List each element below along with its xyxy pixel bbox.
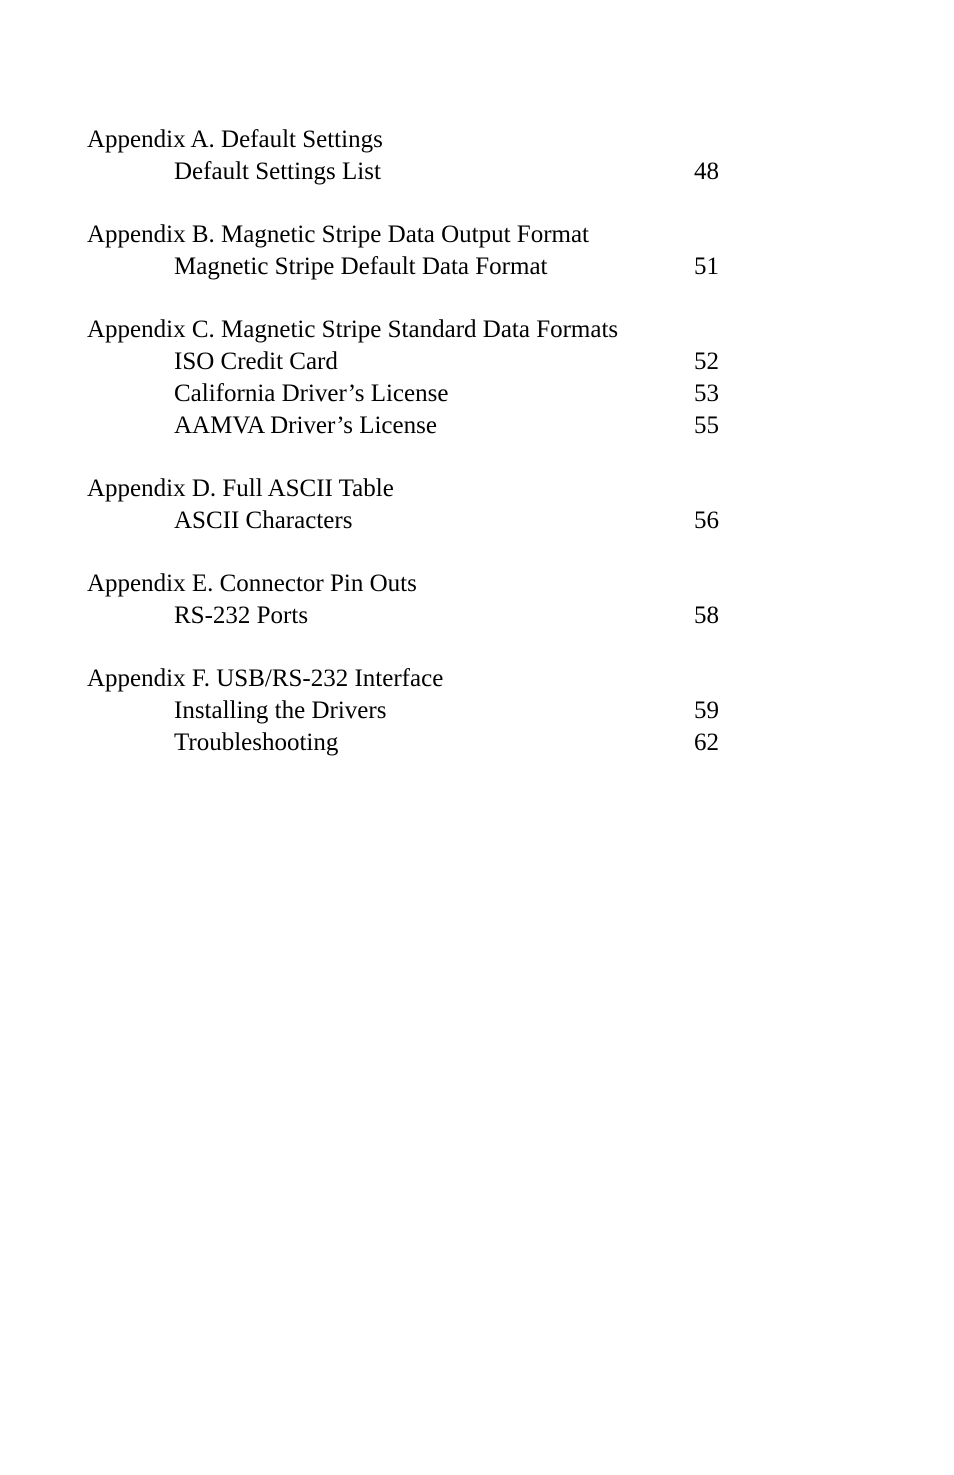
section-title: Appendix E. Connector Pin Outs bbox=[87, 570, 417, 597]
entry-label: ISO Credit Card bbox=[174, 348, 338, 375]
toc-entry[interactable] bbox=[87, 727, 727, 759]
entry-label: AAMVA Driver’s License bbox=[174, 412, 437, 439]
toc-entry[interactable] bbox=[87, 505, 727, 537]
toc-section-appendix-e bbox=[87, 568, 727, 632]
section-title: Appendix B. Magnetic Stripe Data Output Format bbox=[87, 221, 590, 248]
entry-page-number: 59 bbox=[694, 697, 719, 724]
toc-entry[interactable] bbox=[87, 600, 727, 632]
toc-section-appendix-d bbox=[87, 473, 727, 537]
entry-label: ASCII Characters bbox=[174, 507, 353, 534]
entry-label: Troubleshooting bbox=[174, 729, 339, 756]
table-of-contents bbox=[87, 124, 727, 790]
section-title: Appendix A. Default Settings bbox=[87, 126, 383, 153]
toc-entry[interactable] bbox=[87, 378, 727, 410]
toc-section-appendix-c bbox=[87, 314, 727, 442]
section-title: Appendix F. USB/RS-232 Interface bbox=[87, 665, 444, 692]
toc-entry[interactable] bbox=[87, 695, 727, 727]
entry-page-number: 53 bbox=[694, 380, 719, 407]
entry-label: Installing the Drivers bbox=[174, 697, 387, 724]
entry-label: California Driver’s License bbox=[174, 380, 449, 407]
entry-label: RS-232 Ports bbox=[174, 602, 309, 629]
entry-page-number: 62 bbox=[694, 729, 719, 756]
entry-label: Magnetic Stripe Default Data Format bbox=[174, 253, 548, 280]
section-title: Appendix D. Full ASCII Table bbox=[87, 475, 394, 502]
toc-entry[interactable] bbox=[87, 410, 727, 442]
entry-page-number: 56 bbox=[694, 507, 719, 534]
entry-page-number: 51 bbox=[694, 253, 719, 280]
entry-page-number: 48 bbox=[694, 158, 719, 185]
entry-label: Default Settings List bbox=[174, 158, 381, 185]
toc-entry[interactable] bbox=[87, 156, 727, 188]
entry-page-number: 58 bbox=[694, 602, 719, 629]
toc-entry[interactable] bbox=[87, 251, 727, 283]
section-title: Appendix C. Magnetic Stripe Standard Data Formats bbox=[87, 316, 619, 343]
toc-entry[interactable] bbox=[87, 346, 727, 378]
toc-section-appendix-f bbox=[87, 663, 727, 759]
entry-page-number: 52 bbox=[694, 348, 719, 375]
toc-section-appendix-a bbox=[87, 124, 727, 188]
toc-section-appendix-b bbox=[87, 219, 727, 283]
entry-page-number: 55 bbox=[694, 412, 719, 439]
